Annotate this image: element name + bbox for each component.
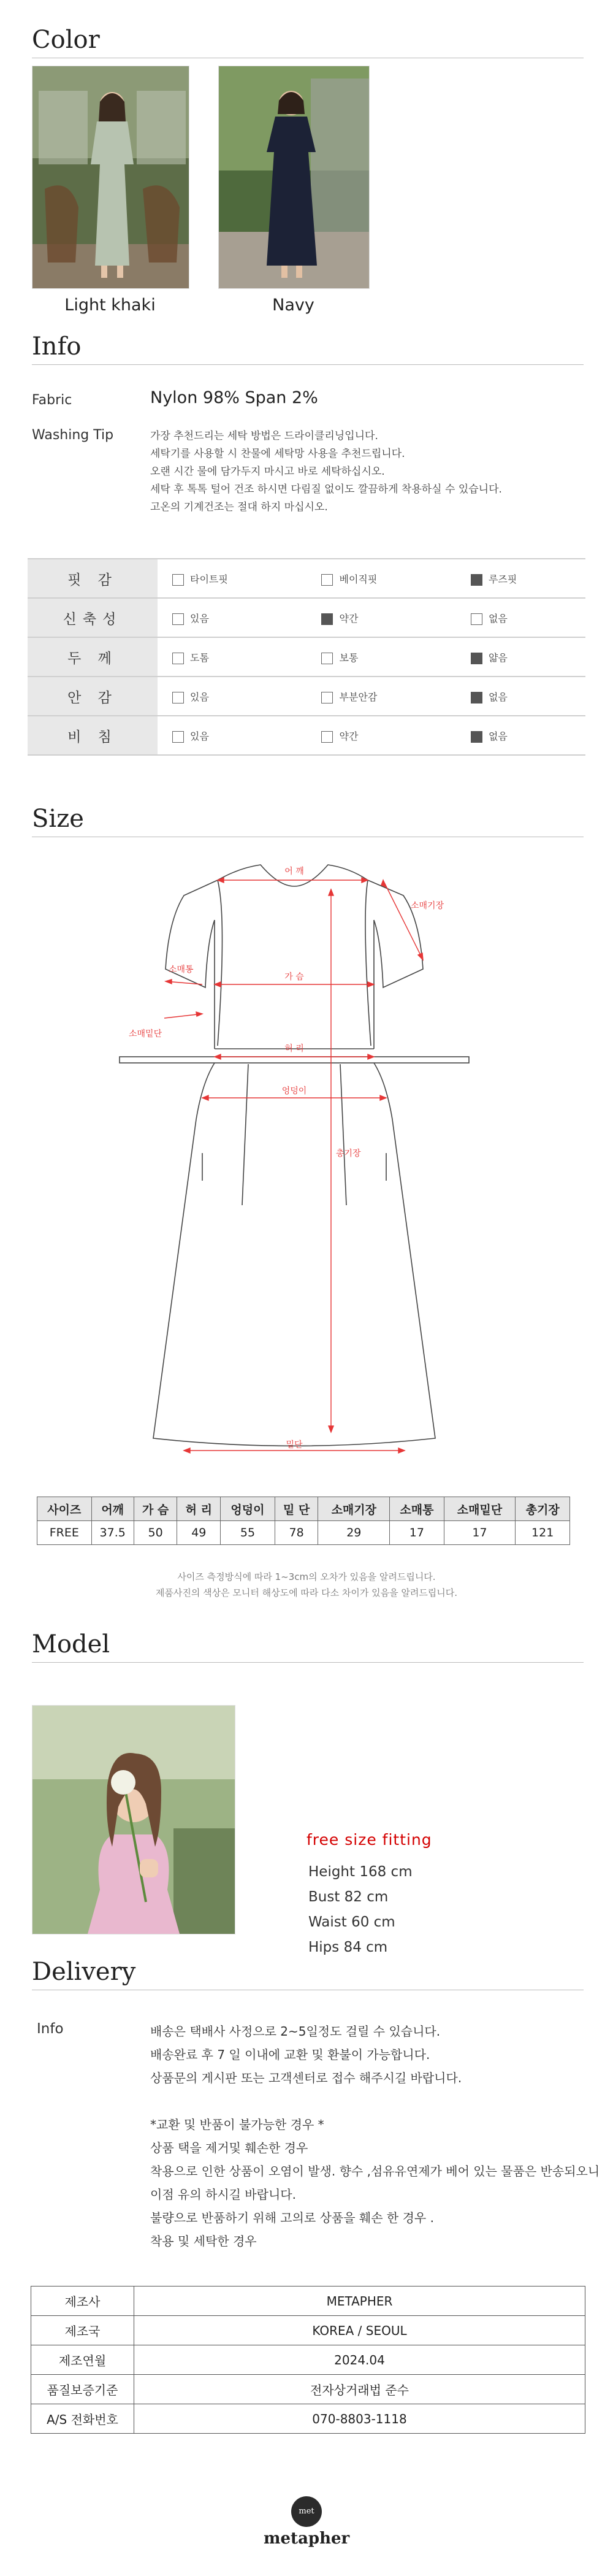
manufacturer-row: [31, 2316, 585, 2345]
model-height: Height 168 cm: [308, 1864, 413, 1880]
fit-row: [28, 677, 585, 716]
fit-option: [306, 637, 455, 677]
sleeve-width-label: 소매통: [169, 965, 194, 975]
delivery-line: *교환 및 반품이 불가능한 경우 *: [150, 2117, 324, 2132]
size-table-row: [37, 1521, 570, 1545]
fit-option: [158, 677, 306, 716]
manufacturer-row: [31, 2287, 585, 2316]
washing-tip-line: 고온의 기계건조는 절대 하지 마십시오.: [150, 501, 328, 513]
empty-box-icon: [321, 653, 333, 664]
fit-option-label: 없음: [488, 691, 508, 703]
size-table-cell: 78: [275, 1521, 318, 1545]
fit-option-label: 타이트핏: [190, 573, 228, 585]
manufacturer-key: 제조사: [31, 2287, 134, 2316]
fit-option: [158, 637, 306, 677]
fit-option-label: 루즈핏: [488, 573, 517, 585]
manufacturer-value: 2024.04: [134, 2345, 585, 2375]
washing-tip-line: 가장 추천드리는 세탁 방법은 드라이클리닝입니다.: [150, 430, 378, 442]
model-photo: [32, 1705, 235, 1934]
manufacturer-key: 품질보증기준: [31, 2375, 134, 2404]
fit-option-label: 약간: [339, 612, 359, 624]
fit-option: [456, 559, 585, 598]
checked-box-icon: [471, 692, 482, 703]
fit-option-label: 없음: [488, 730, 508, 742]
delivery-line: 이점 유의 하시길 바랍니다.: [150, 2187, 296, 2202]
size-notes: [0, 1569, 613, 1601]
brand-wordmark: metapher: [264, 2529, 350, 2548]
fit-option: [306, 559, 455, 598]
delivery-line: 불량으로 반품하기 위해 고의로 상품을 훼손 한 경우 .: [150, 2210, 434, 2225]
delivery-info-text: [150, 2020, 600, 2253]
empty-box-icon: [172, 731, 184, 743]
fit-option-label: 베이직핏: [339, 573, 378, 585]
brand-mark-icon: met: [291, 2496, 322, 2527]
size-table-cell: 49: [177, 1521, 221, 1545]
manufacturer-key: 제조국: [31, 2316, 134, 2345]
waist-label: 허 리: [284, 1044, 304, 1054]
manufacturer-key: 제조연월: [31, 2345, 134, 2375]
fit-option: [456, 598, 585, 637]
size-table-header-row: [37, 1497, 570, 1521]
empty-box-icon: [172, 692, 184, 703]
fit-option-label: 있음: [190, 691, 209, 703]
checked-box-icon: [321, 613, 333, 625]
chest-label: 가 슴: [284, 972, 304, 982]
fit-option-label: 얇음: [488, 651, 508, 664]
fit-option: [306, 716, 455, 755]
fit-option: [456, 637, 585, 677]
delivery-line: 착용 및 세탁한 경우: [150, 2234, 257, 2248]
size-table: [37, 1497, 570, 1545]
brand-logo: [264, 2496, 349, 2548]
fit-row-label: 신축성: [28, 598, 158, 637]
fit-row-label: 비 침: [28, 716, 158, 755]
delivery-line: 상품문의 게시판 또는 고객센터로 접수 해주시길 바랍니다.: [150, 2071, 462, 2085]
model-section-title: Model: [32, 1630, 110, 1658]
fit-row: [28, 716, 585, 755]
washing-tip-label: Washing Tip: [32, 427, 114, 443]
fit-option: [158, 559, 306, 598]
manufacturer-value: METAPHER: [134, 2287, 585, 2316]
fit-option: [306, 677, 455, 716]
model-fit-label: free size fitting: [306, 1831, 432, 1849]
sleeve-hem-label: 소매밑단: [129, 1029, 162, 1039]
manufacturer-key: A/S 전화번호: [31, 2404, 134, 2434]
size-note: 사이즈 측정방식에 따라 1~3cm의 오차가 있음을 알려드립니다.: [177, 1571, 436, 1582]
size-table-cell: 17: [390, 1521, 444, 1545]
manufacturer-value: KOREA / SEOUL: [134, 2316, 585, 2345]
fit-option: [306, 598, 455, 637]
delivery-line: 배송완료 후 7 일 이내에 교환 및 환불이 가능합니다.: [150, 2047, 430, 2062]
fit-row: [28, 559, 585, 598]
checked-box-icon: [471, 731, 482, 743]
size-table-header-cell: 소매기장: [318, 1497, 390, 1521]
dress-princess-seams: [218, 880, 371, 1046]
delivery-line: 상품 택을 제거및 훼손한 경우: [150, 2141, 308, 2155]
hip-label: 엉덩이: [281, 1086, 307, 1096]
size-table-cell: 121: [516, 1521, 570, 1545]
shoulder-label: 어 깨: [284, 867, 304, 876]
light-khaki-label: Light khaki: [64, 296, 156, 315]
size-table-header-cell: 밑 단: [275, 1497, 318, 1521]
size-table-header-cell: 가 슴: [134, 1497, 177, 1521]
size-table-cell: 55: [221, 1521, 275, 1545]
color-section-title: Color: [32, 26, 100, 54]
fit-row-label: 핏 감: [28, 559, 158, 598]
model-bust: Bust 82 cm: [308, 1889, 389, 1905]
fit-row-label: 안 감: [28, 677, 158, 716]
model-hips: Hips 84 cm: [308, 1939, 388, 1955]
navy-label: Navy: [272, 296, 314, 315]
delivery-info-label: Info: [37, 2021, 64, 2037]
size-table-cell: 17: [444, 1521, 516, 1545]
size-table-header-cell: 엉덩이: [221, 1497, 275, 1521]
empty-box-icon: [172, 613, 184, 625]
light-khaki-photo: [32, 66, 189, 289]
fit-row-label: 두 께: [28, 637, 158, 677]
fit-option-label: 부분안감: [339, 691, 378, 703]
fabric-label: Fabric: [32, 393, 72, 408]
fit-option-label: 약간: [339, 730, 359, 742]
empty-box-icon: [471, 613, 482, 625]
manufacturer-value: 070-8803-1118: [134, 2404, 585, 2434]
manufacturer-table: [31, 2286, 585, 2434]
navy-photo: [218, 66, 370, 289]
manufacturer-row: [31, 2345, 585, 2375]
size-diagram: [110, 862, 509, 1469]
fit-attribute-table: [28, 558, 585, 756]
delivery-line: 착용으로 인한 상품이 오염이 발생. 향수 ,섬유유연제가 베어 있는 물품은 반송되오니: [150, 2164, 600, 2179]
dress-skirt-outline: [153, 1063, 435, 1446]
empty-box-icon: [172, 653, 184, 664]
empty-box-icon: [321, 731, 333, 743]
fit-option-label: 도톰: [190, 651, 209, 664]
size-section-title: Size: [32, 805, 84, 833]
total-length-label: 총기장: [336, 1149, 361, 1159]
size-table-header-cell: 소매밑단: [444, 1497, 516, 1521]
model-stats: [308, 1860, 413, 1960]
dress-right-sleeve-outline: [368, 880, 423, 987]
fit-option: [158, 716, 306, 755]
dress-waist-tie: [120, 1057, 469, 1063]
washing-tip-line: 오랜 시간 물에 담가두지 마시고 바로 세탁하십시오.: [150, 466, 385, 478]
fit-option: [456, 716, 585, 755]
checked-box-icon: [471, 653, 482, 664]
checked-box-icon: [471, 574, 482, 586]
washing-tip-lines: [150, 427, 502, 516]
info-divider: [32, 364, 584, 365]
info-section-title: Info: [32, 332, 82, 361]
model-waist: Waist 60 cm: [308, 1914, 395, 1930]
empty-box-icon: [172, 574, 184, 586]
delivery-line: 배송은 택배사 사정으로 2~5일정도 걸릴 수 있습니다.: [150, 2024, 441, 2039]
washing-tip-line: 세탁기를 사용할 시 찬물에 세탁망 사용을 추천드립니다.: [150, 448, 405, 460]
size-table-cell: FREE: [37, 1521, 92, 1545]
size-table-header-cell: 어깨: [91, 1497, 134, 1521]
size-table-cell: 50: [134, 1521, 177, 1545]
manufacturer-row: [31, 2404, 585, 2434]
delivery-section-title: Delivery: [32, 1958, 136, 1986]
empty-box-icon: [321, 574, 333, 586]
fit-option-label: 보통: [339, 651, 359, 664]
size-table-header-cell: 사이즈: [37, 1497, 92, 1521]
size-table-cell: 37.5: [91, 1521, 134, 1545]
size-table-header-cell: 소매통: [390, 1497, 444, 1521]
fit-option: [456, 677, 585, 716]
fit-option-label: 있음: [190, 730, 209, 742]
washing-tip-line: 세탁 후 톡톡 털어 건조 하시면 다림질 없이도 깔끔하게 착용하실 수 있습니다.: [150, 483, 502, 496]
sleeve-length-label: 소매기장: [411, 901, 444, 911]
hem-label: 밑단: [286, 1440, 303, 1450]
size-table-header-cell: 총기장: [516, 1497, 570, 1521]
fit-row: [28, 598, 585, 637]
model-divider: [32, 1662, 584, 1663]
size-table-header-cell: 허 리: [177, 1497, 221, 1521]
empty-box-icon: [321, 692, 333, 703]
manufacturer-row: [31, 2375, 585, 2404]
fabric-value: Nylon 98% Span 2%: [150, 388, 318, 407]
delivery-line: [150, 2090, 600, 2113]
manufacturer-value: 전자상거래법 준수: [134, 2375, 585, 2404]
fit-option-label: 없음: [488, 612, 508, 624]
fit-option: [158, 598, 306, 637]
size-table-cell: 29: [318, 1521, 390, 1545]
fit-option-label: 있음: [190, 612, 209, 624]
fit-row: [28, 637, 585, 677]
size-note: 제품사진의 색상은 모니터 해상도에 따라 다소 차이가 있음을 알려드립니다.: [155, 1587, 458, 1598]
